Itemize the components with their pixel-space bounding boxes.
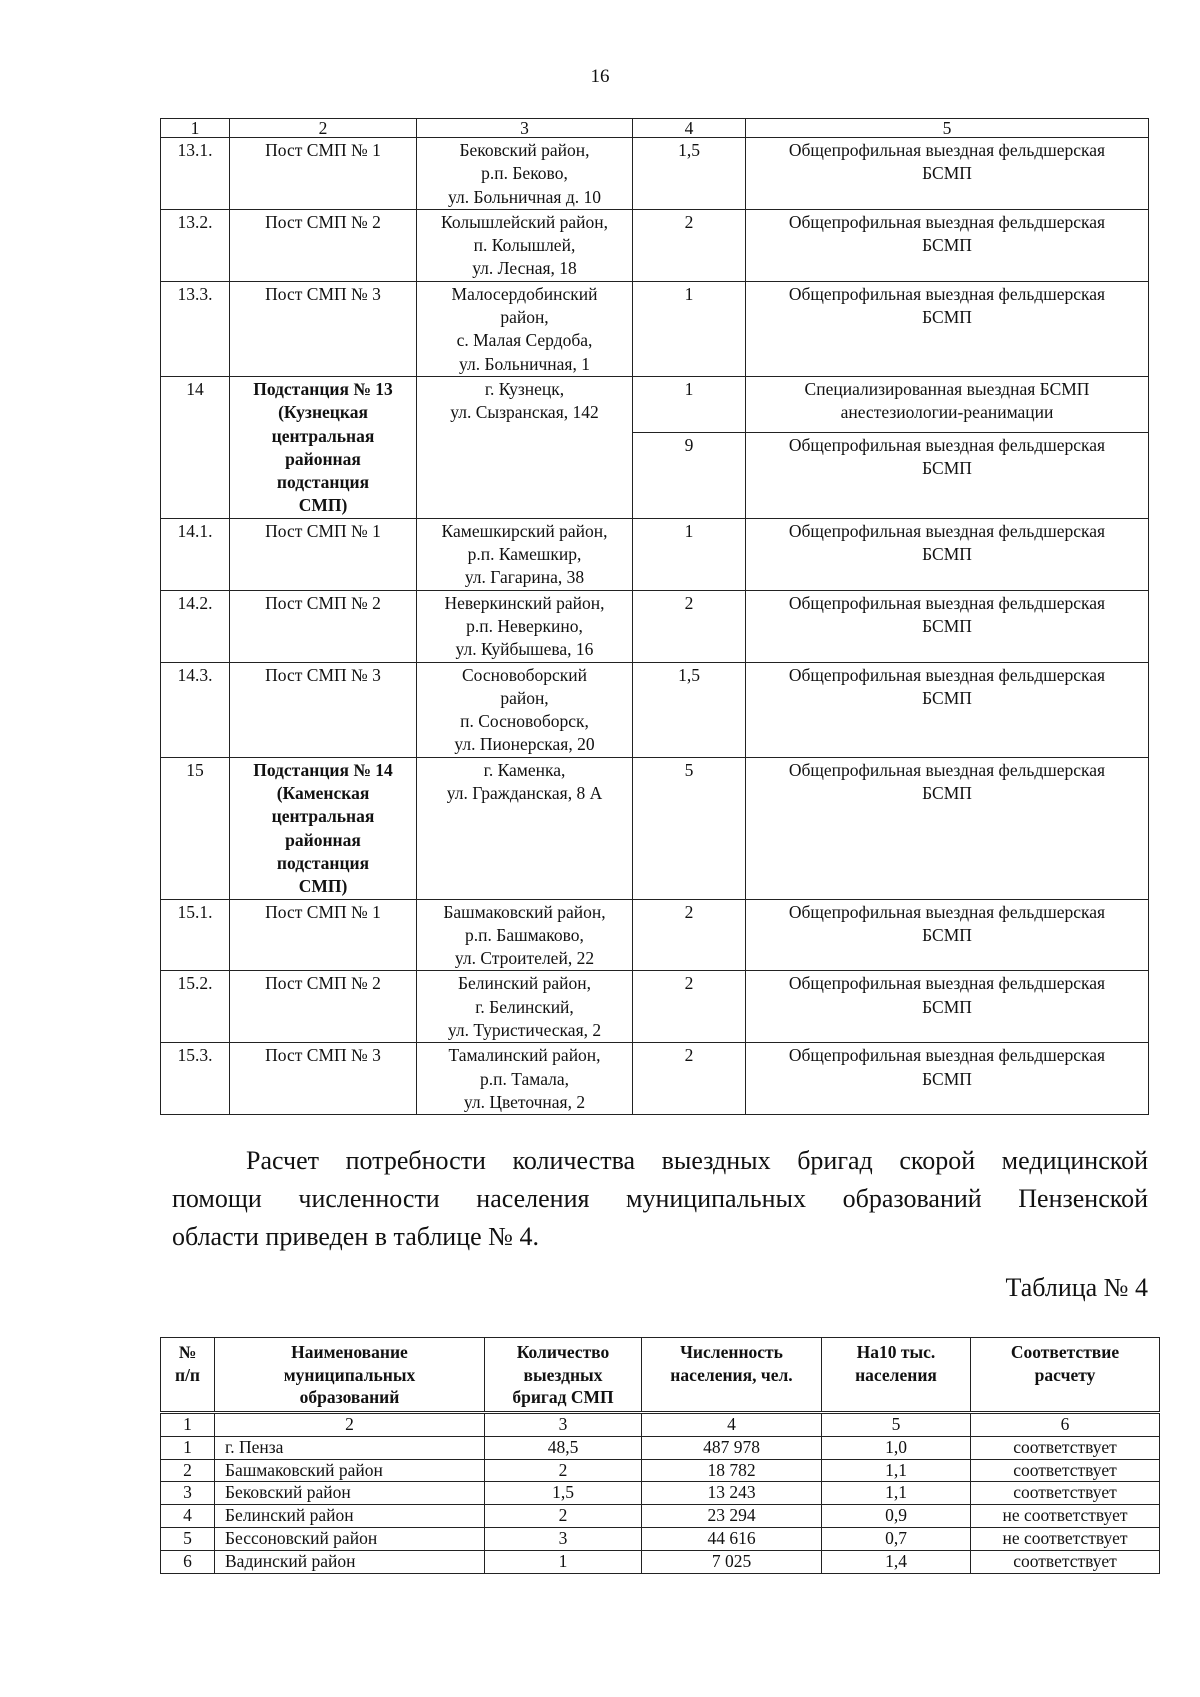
column-number: 2 [215,1414,485,1437]
cell-line: р.п. Башмаково, [465,924,584,945]
brigade-count: 1 [633,518,746,590]
cell-line: п. Сосновоборск, [460,711,589,732]
column-number: 6 [971,1414,1160,1437]
address [417,281,633,376]
cell-line: подстанция [276,852,370,873]
table-row [161,1505,1160,1528]
post-row [161,518,1149,590]
cell-line: (Кузнецкая [278,402,368,423]
compliance: не соответствует [971,1505,1160,1528]
column-header [485,1338,642,1412]
cell-line: Специализированная выездная БСМП [804,378,1090,399]
per-10k: 0,9 [822,1505,971,1528]
brigade-count: 1,5 [485,1482,642,1505]
column-number: 1 [161,1414,215,1437]
post-row [161,662,1149,757]
column-header [161,1338,215,1412]
cell-line: Общепрофильная выездная фельдшерская [788,664,1106,685]
brigade-type [746,971,1149,1043]
row-number: 15.2. [161,971,230,1043]
brigade-count: 1,5 [633,138,746,210]
row-number: 1 [161,1436,215,1459]
cell-line: районная [285,829,361,850]
cell-line: ул. Больничная д. 10 [448,186,601,207]
cell-line: бригад СМП [512,1387,614,1407]
municipality-name: г. Пенза [215,1436,485,1459]
row-number: 14.1. [161,518,230,590]
cell-line: СМП) [298,495,348,516]
address [417,376,633,518]
population: 487 978 [642,1436,822,1459]
row-number: 13.3. [161,281,230,376]
cell-line: выездных [523,1364,603,1385]
paragraph-text [172,1142,1148,1256]
municipality-name: Белинский район [215,1505,485,1528]
post-name: Пост СМП № 3 [230,662,417,757]
brigade-type [746,376,1149,432]
paragraph-line: области приведен в таблице № 4. [172,1222,539,1251]
brigade-count: 2 [485,1505,642,1528]
cell-line: ул. Куйбышева, 16 [455,639,594,660]
compliance: соответствует [971,1459,1160,1482]
row-number: 3 [161,1482,215,1505]
address [417,899,633,971]
column-number: 3 [417,119,633,138]
post-row [161,899,1149,971]
row-number: 2 [161,1459,215,1482]
post-name: Пост СМП № 1 [230,138,417,210]
brigade-count: 2 [633,209,746,281]
table-row [161,1459,1160,1482]
brigade-count: 48,5 [485,1436,642,1459]
cell-line: ул. Туристическая, 2 [447,1019,602,1040]
compliance: соответствует [971,1550,1160,1573]
brigade-count: 2 [633,971,746,1043]
post-name: Пост СМП № 3 [230,1043,417,1115]
post-name: Пост СМП № 1 [230,518,417,590]
brigade-count: 3 [485,1527,642,1550]
brigade-count: 9 [633,432,746,518]
cell-line: Общепрофильная выездная фельдшерская [788,759,1106,780]
post-row [161,209,1149,281]
post-name: Пост СМП № 2 [230,590,417,662]
paragraph-line: Расчет потребности количества выездных бригад скорой медицинской [246,1146,1148,1175]
column-number: 1 [161,119,230,138]
cell-line: Общепрофильная выездная фельдшерская [788,973,1106,994]
address [417,590,633,662]
row-number: 13.2. [161,209,230,281]
substation-name [230,376,417,518]
cell-line: Общепрофильная выездная фельдшерская [788,283,1106,304]
column-number: 4 [642,1414,822,1437]
post-row [161,590,1149,662]
per-10k: 0,7 [822,1527,971,1550]
brigade-type [746,518,1149,590]
cell-line: Подстанция № 14 [253,759,393,780]
population: 44 616 [642,1527,822,1550]
per-10k: 1,4 [822,1550,971,1573]
cell-line: (Каменская [276,783,370,804]
cell-line: Численность [680,1342,783,1362]
cell-line: р.п. Беково, [481,163,568,184]
cell-line: ул. Больничная, 1 [459,353,590,374]
cell-line: Общепрофильная выездная фельдшерская [788,140,1106,160]
cell-line: р.п. Тамала, [479,1068,569,1089]
cell-line: Соответствие [1010,1342,1120,1362]
table-header-row [161,119,1149,138]
column-number: 3 [485,1414,642,1437]
cell-line: Наименование [291,1342,408,1362]
table-row [161,1550,1160,1573]
cell-line: п/п [174,1364,201,1385]
cell-line: БСМП [922,924,972,945]
column-header [971,1338,1160,1412]
post-row [161,971,1149,1043]
cell-line: р.п. Камешкир, [467,544,582,565]
paragraph-line: помощи численности населения муниципальных образований Пензенской [172,1184,1148,1213]
column-number: 2 [230,119,417,138]
cell-line: ул. Цветочная, 2 [463,1091,586,1112]
post-name: Пост СМП № 1 [230,899,417,971]
cell-line: БСМП [922,163,972,184]
brigade-count: 2 [633,1043,746,1115]
brigade-count: 5 [633,757,746,899]
substations-table [160,118,1149,1115]
table4-header [160,1337,1160,1412]
cell-line: Общепрофильная выездная фельдшерская [788,434,1106,455]
address [417,209,633,281]
address [417,971,633,1043]
row-number: 6 [161,1550,215,1573]
cell-line: БСМП [922,615,972,636]
cell-line: Белинский район, [457,973,592,994]
cell-line: Общепрофильная выездная фельдшерская [788,520,1106,541]
cell-line: № [178,1342,197,1362]
population: 7 025 [642,1550,822,1573]
address [417,138,633,210]
cell-line: район, [500,687,549,708]
cell-line: ул. Гагарина, 38 [464,567,585,588]
cell-line: районная [285,448,361,469]
cell-line: г. Кузнецк, [484,378,565,399]
cell-line: БСМП [922,235,972,256]
address [417,757,633,899]
cell-line: На10 тыс. [856,1342,936,1362]
cell-line: ул. Лесная, 18 [472,258,577,279]
cell-line: Общепрофильная выездная фельдшерская [788,901,1106,922]
cell-line: Общепрофильная выездная фельдшерская [788,211,1106,232]
brigade-type [746,590,1149,662]
row-number: 15 [161,757,230,899]
cell-line: расчету [1034,1364,1096,1385]
cell-line: ул. Строителей, 22 [454,948,595,969]
population: 18 782 [642,1459,822,1482]
cell-line: БСМП [922,544,972,565]
cell-line: Общепрофильная выездная фельдшерская [788,1045,1106,1066]
cell-line: с. Малая Сердоба, [456,330,593,351]
cell-line: Общепрофильная выездная фельдшерская [788,592,1106,613]
brigade-count: 1 [633,376,746,432]
municipality-name: Башмаковский район [215,1459,485,1482]
cell-line: ул. Гражданская, 8 А [446,783,603,804]
cell-line: СМП) [298,876,348,897]
cell-line: населения, чел. [670,1364,793,1385]
cell-line: БСМП [922,458,972,479]
row-number: 5 [161,1527,215,1550]
cell-line: подстанция [276,472,370,493]
substation-name [230,757,417,899]
address [417,1043,633,1115]
cell-line: г. Каменка, [483,759,566,780]
population: 13 243 [642,1482,822,1505]
row-number: 15.1. [161,899,230,971]
table-row [161,1482,1160,1505]
municipality-name: Вадинский район [215,1550,485,1573]
cell-line: БСМП [922,307,972,328]
cell-line: Башмаковский район, [443,901,606,922]
page-number: 16 [590,66,610,87]
cell-line: Тамалинский район, [448,1045,601,1066]
cell-line: г. Белинский, [475,996,574,1017]
address [417,518,633,590]
column-number: 5 [746,119,1149,138]
per-10k: 1,0 [822,1436,971,1459]
post-name: Пост СМП № 3 [230,281,417,376]
substation-row [161,757,1149,899]
cell-line: Неверкинский район, [444,592,605,613]
cell-line: Камешкирский район, [441,520,608,541]
row-number: 14 [161,376,230,518]
brigade-count: 2 [633,590,746,662]
row-number: 4 [161,1505,215,1528]
row-number: 15.3. [161,1043,230,1115]
municipality-name: Бековский район [215,1482,485,1505]
cell-line: анестезиологии-реанимации [840,402,1054,423]
cell-line: район, [500,307,549,328]
brigade-count: 1 [633,281,746,376]
column-header [822,1338,971,1412]
brigade-count: 2 [485,1459,642,1482]
cell-line: населения [855,1364,937,1385]
cell-line: п. Колышлей, [473,235,576,256]
table-row [161,1436,1160,1459]
brigade-type [746,899,1149,971]
population-table [160,1413,1160,1574]
brigade-type [746,209,1149,281]
per-10k: 1,1 [822,1482,971,1505]
compliance: соответствует [971,1482,1160,1505]
cell-line: Сосновоборский [461,664,588,685]
brigade-type [746,432,1149,518]
brigade-count: 2 [633,899,746,971]
column-number: 5 [822,1414,971,1437]
compliance: не соответствует [971,1527,1160,1550]
table-caption: Таблица № 4 [1005,1273,1148,1302]
cell-line: муниципальных [283,1364,416,1385]
address [417,662,633,757]
cell-line: Подстанция № 13 [253,378,393,399]
per-10k: 1,1 [822,1459,971,1482]
post-row [161,281,1149,376]
cell-line: ул. Пионерская, 20 [454,734,595,755]
post-name: Пост СМП № 2 [230,971,417,1043]
column-header [215,1338,485,1412]
compliance: соответствует [971,1436,1160,1459]
cell-line: БСМП [922,996,972,1017]
brigade-type [746,138,1149,210]
cell-line: БСМП [922,783,972,804]
brigade-type [746,1043,1149,1115]
brigade-type [746,662,1149,757]
table-row [161,1527,1160,1550]
row-number: 13.1. [161,138,230,210]
brigade-count: 1,5 [633,662,746,757]
brigade-count: 1 [485,1550,642,1573]
post-name: Пост СМП № 2 [230,209,417,281]
cell-line: р.п. Неверкино, [466,615,583,636]
row-number: 14.2. [161,590,230,662]
post-row [161,138,1149,210]
cell-line: Малосердобинский [451,283,598,304]
substation-row [161,376,1149,432]
cell-line: центральная [271,425,375,446]
cell-line: БСМП [922,1068,972,1089]
column-header [642,1338,822,1412]
post-row [161,1043,1149,1115]
brigade-type [746,757,1149,899]
cell-line: Количество [516,1342,610,1362]
population: 23 294 [642,1505,822,1528]
cell-line: образований [299,1387,400,1407]
cell-line: ул. Сызранская, 142 [450,402,599,423]
cell-line: БСМП [922,687,972,708]
column-number: 4 [633,119,746,138]
municipality-name: Бессоновский район [215,1527,485,1550]
row-number: 14.3. [161,662,230,757]
brigade-type [746,281,1149,376]
cell-line: центральная [271,806,375,827]
column-number-row [161,1414,1160,1437]
cell-line: Колышлейский район, [441,211,608,232]
cell-line: Бековский район, [459,140,590,160]
